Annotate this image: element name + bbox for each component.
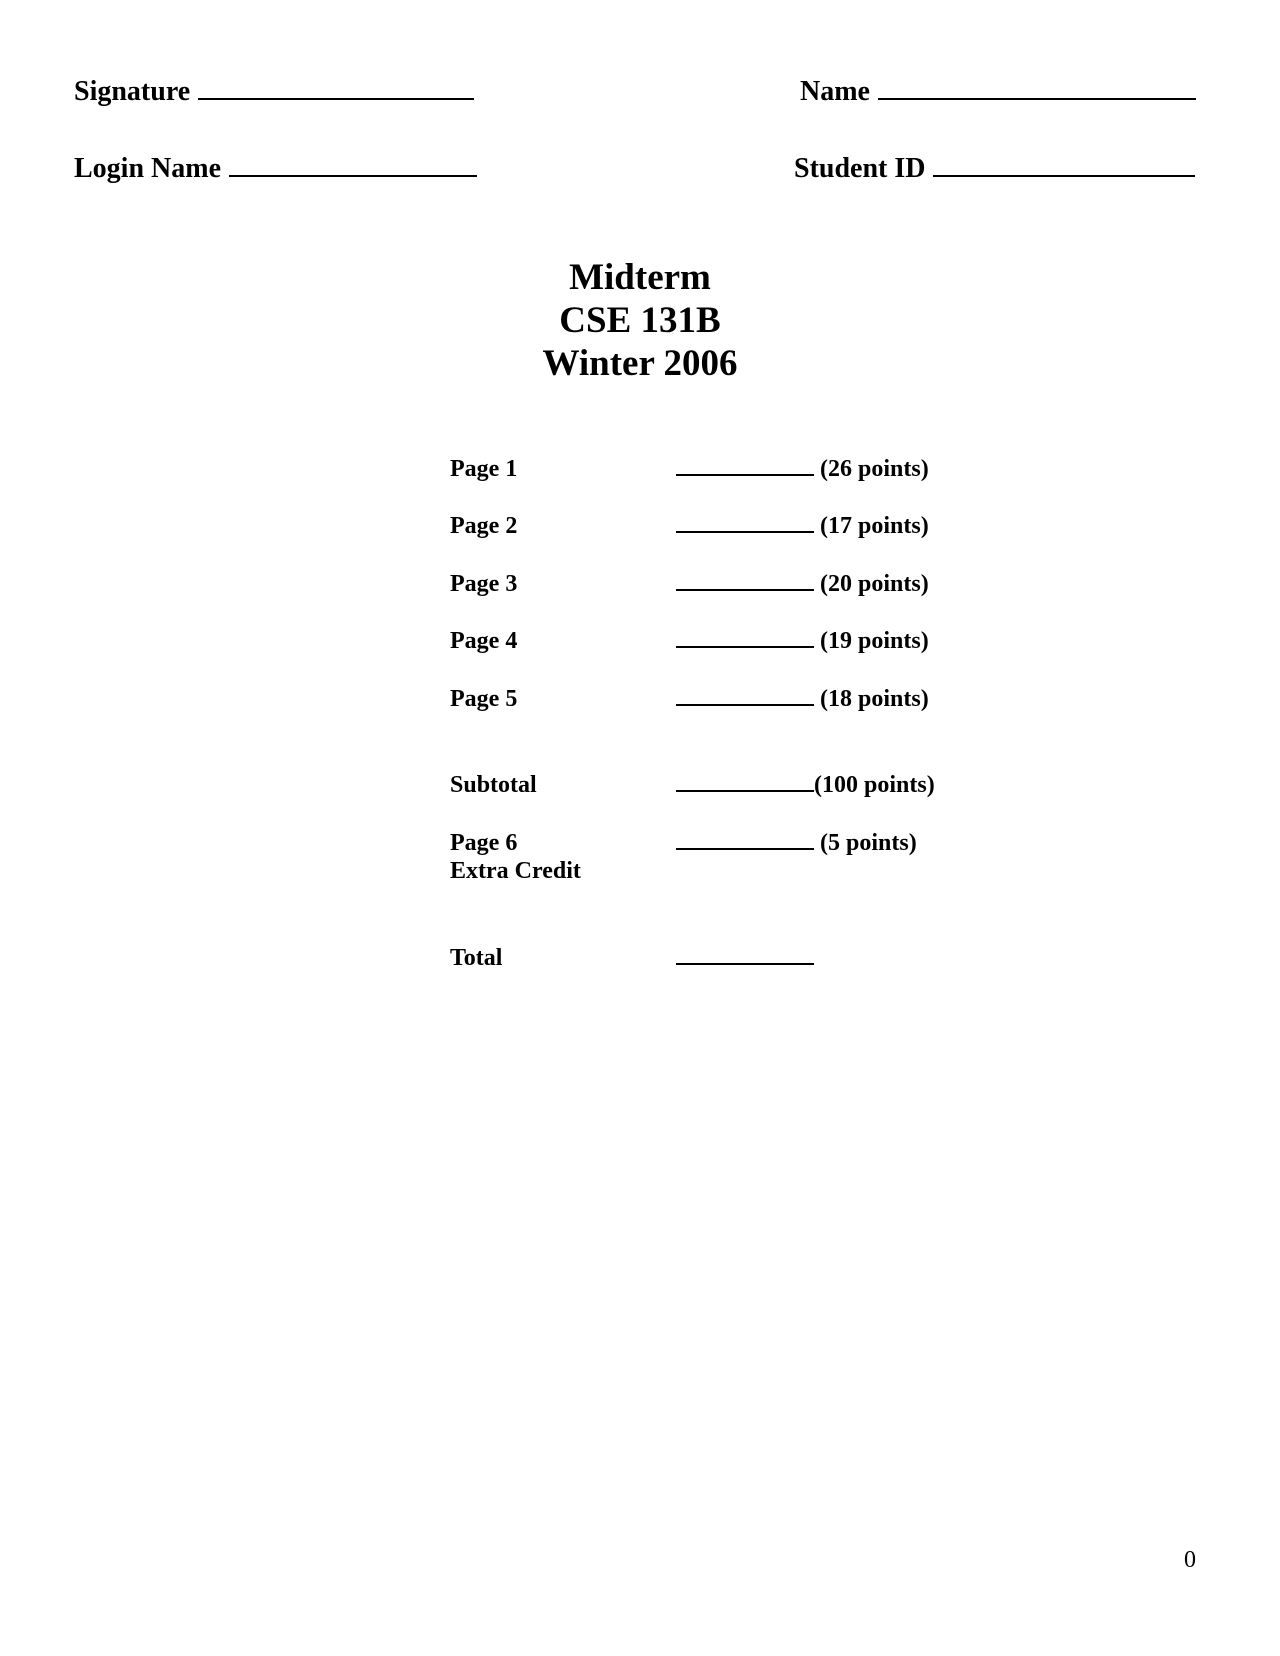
- student-id-line[interactable]: [933, 157, 1195, 177]
- extra-credit-label: [450, 829, 581, 885]
- title-line-3: Winter 2006: [542, 343, 738, 384]
- subtotal-label: Subtotal: [450, 772, 537, 798]
- total-blank: [676, 944, 820, 972]
- signature-field: [74, 78, 474, 106]
- score-blank-line[interactable]: [676, 830, 814, 850]
- score-row-label: Page 3: [450, 571, 518, 597]
- score-row-points: (18 points): [820, 686, 929, 712]
- name-field: [800, 78, 1196, 106]
- score-row-blank: [676, 512, 929, 540]
- exam-title: [0, 256, 1280, 385]
- score-blank-line[interactable]: [676, 686, 814, 706]
- login-name-label: Login Name: [74, 153, 221, 184]
- subtotal-blank: [676, 771, 935, 799]
- score-blank-line[interactable]: [676, 513, 814, 533]
- extra-credit-blank: [676, 829, 917, 857]
- score-row-label: Page 4: [450, 628, 518, 654]
- score-blank-line[interactable]: [676, 945, 814, 965]
- score-blank-line[interactable]: [676, 571, 814, 591]
- score-row-blank: [676, 627, 929, 655]
- title-line-2: CSE 131B: [559, 300, 721, 341]
- score-blank-line[interactable]: [676, 456, 814, 476]
- score-row-label: Page 5: [450, 686, 518, 712]
- title-line-1: Midterm: [569, 257, 711, 298]
- score-row-points: (19 points): [820, 628, 929, 654]
- score-row-label: Page 1: [450, 456, 518, 482]
- score-row-label: Page 2: [450, 513, 518, 539]
- score-row-blank: [676, 685, 929, 713]
- login-name-field: [74, 155, 477, 183]
- score-row-points: (100 points): [814, 772, 935, 798]
- score-blank-line[interactable]: [676, 628, 814, 648]
- extra-credit-sub-label: Extra Credit: [450, 858, 581, 884]
- total-label: Total: [450, 945, 503, 971]
- score-row-blank: [676, 570, 929, 598]
- extra-credit-page-label: Page 6: [450, 830, 518, 856]
- score-row-points: (17 points): [820, 513, 929, 539]
- login-name-line[interactable]: [229, 157, 477, 177]
- signature-label: Signature: [74, 76, 191, 107]
- signature-line[interactable]: [198, 80, 474, 100]
- score-row-points: (26 points): [820, 456, 929, 482]
- score-row-blank: [676, 455, 929, 483]
- score-row-points: (20 points): [820, 571, 929, 597]
- name-label: Name: [800, 76, 870, 107]
- name-line[interactable]: [878, 80, 1196, 100]
- page-number: 0: [1184, 1547, 1196, 1573]
- score-row-points: (5 points): [820, 830, 917, 856]
- student-id-label: Student ID: [794, 153, 926, 184]
- score-blank-line[interactable]: [676, 772, 814, 792]
- student-id-field: [794, 155, 1195, 183]
